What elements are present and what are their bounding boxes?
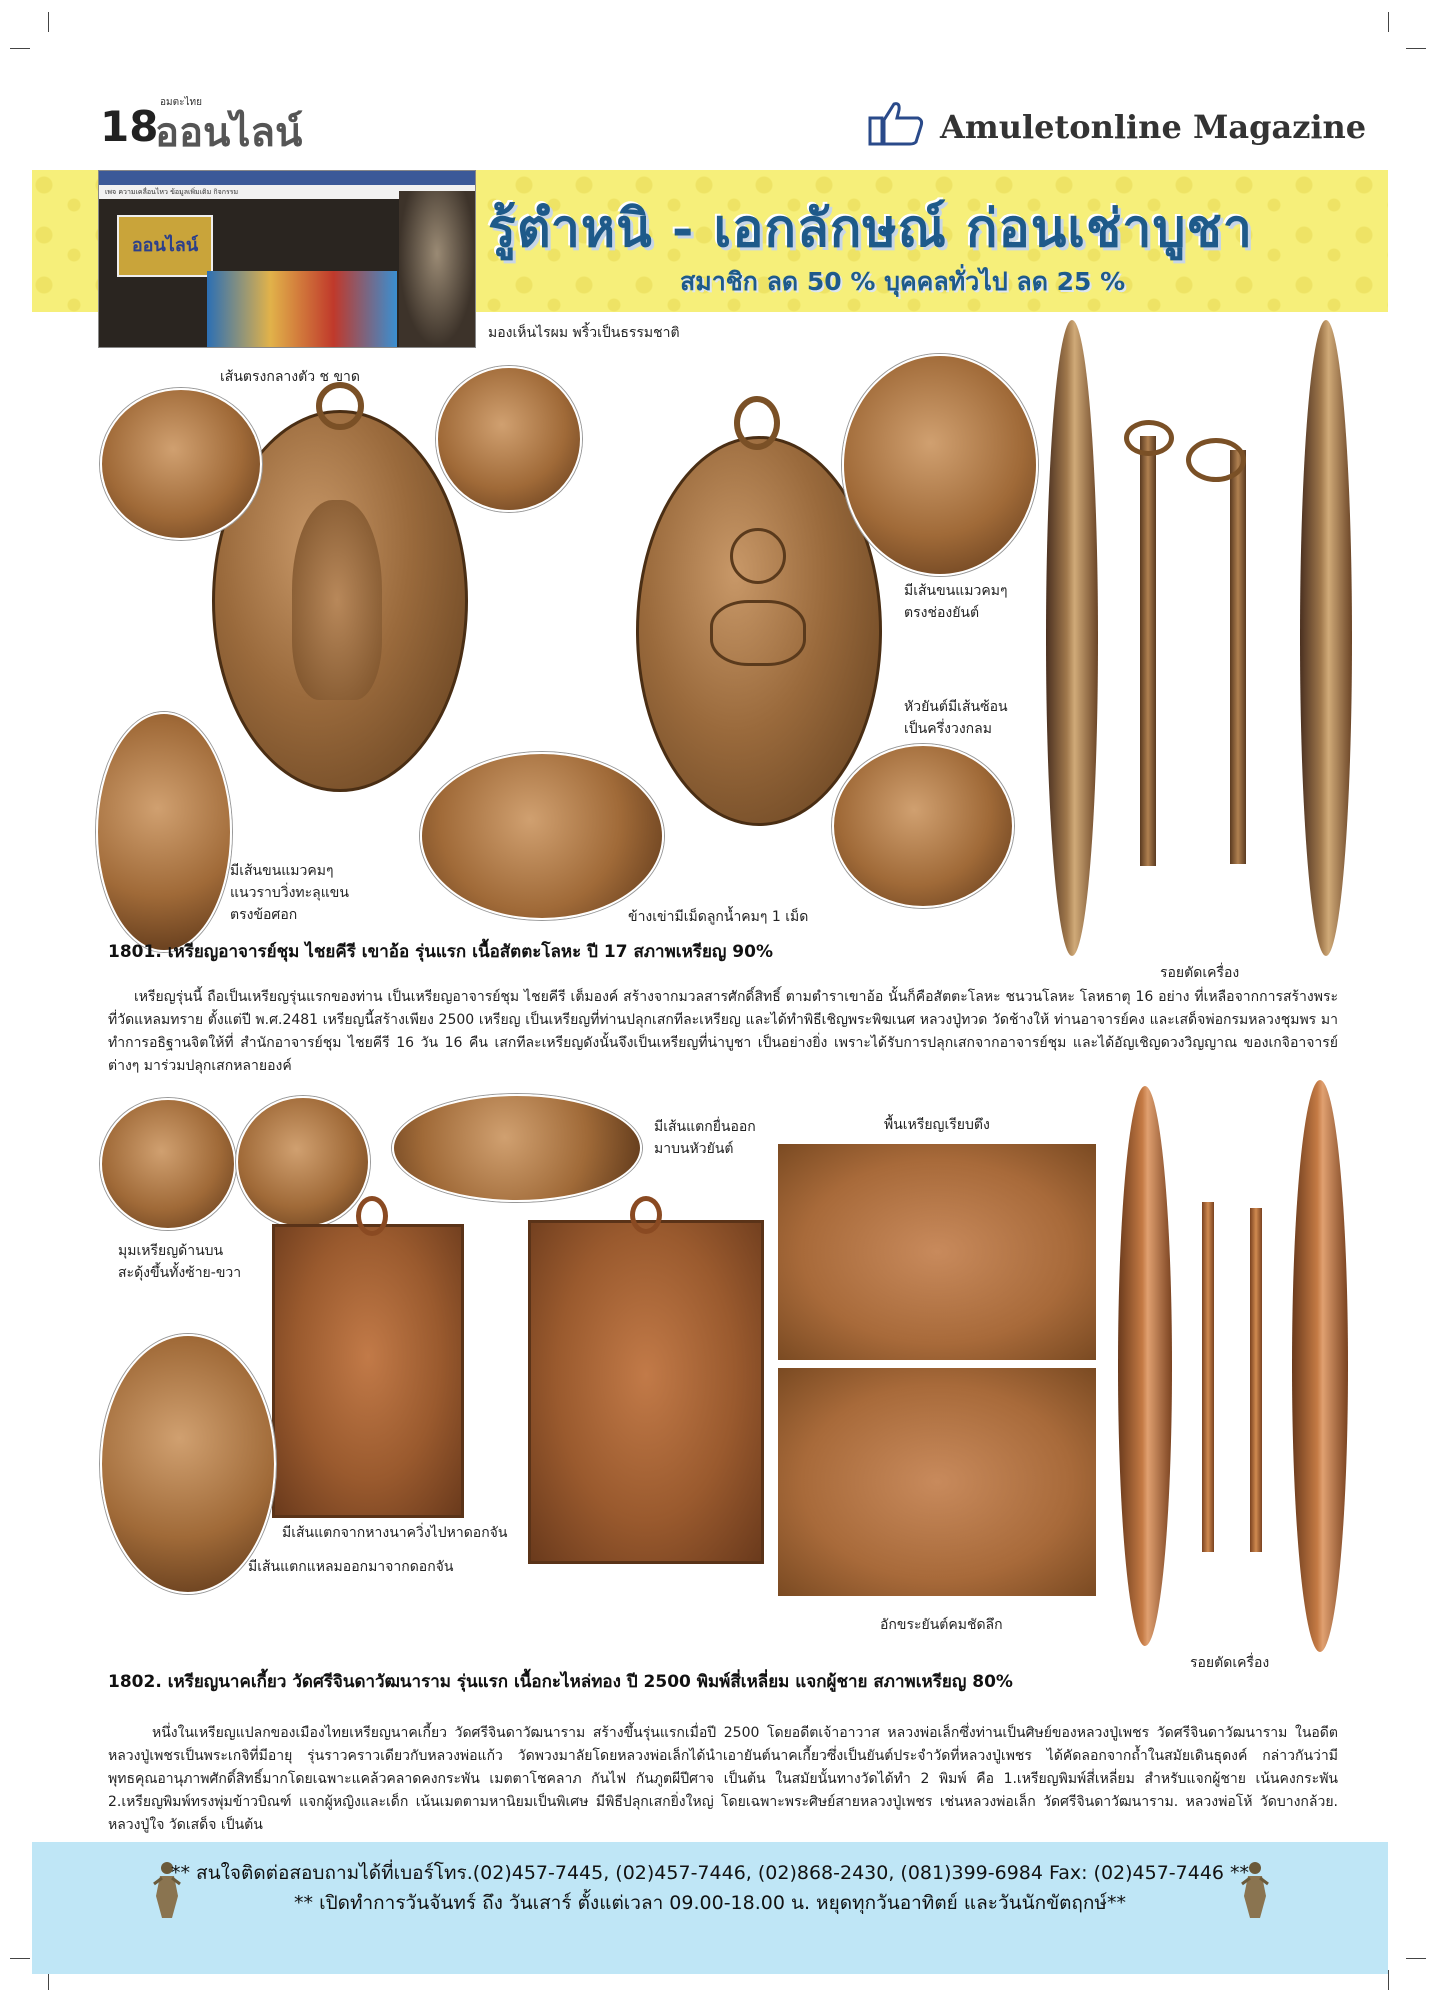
plate-edge-2 bbox=[1250, 1208, 1262, 1552]
closeup-upper bbox=[778, 1144, 1096, 1360]
facebook-screenshot bbox=[98, 170, 476, 348]
footer-hours-line: ** เปิดทำการวันจันทร์ ถึง วันเสาร์ ตั้งแต่เวลา 09.00-18.00 น. หยุดทุกวันอาทิตย์ และวันนักขัตฤกษ์** bbox=[294, 1892, 1126, 1914]
crop-mark bbox=[1406, 1958, 1426, 1959]
note-edge-1802: รอยตัดเครื่อง bbox=[1190, 1655, 1270, 1671]
footer-contact bbox=[32, 1842, 1388, 1974]
zoom-corner-left bbox=[100, 1098, 236, 1230]
fb-poster-image bbox=[207, 271, 397, 347]
fb-page-logo: ออนไลน์ bbox=[117, 215, 213, 277]
crop-mark bbox=[48, 12, 49, 32]
note-sharp-yant: อักขระยันต์คมชัดลึก bbox=[880, 1617, 1003, 1633]
item-1801-title: 1801. เหรียญอาจารย์ชุม ไชยคีรี เขาอ้อ รุ่นแรก เนื้อสัตตะโลหะ ปี 17 สภาพเหรียญ 90% bbox=[108, 942, 773, 962]
note-yant-head: หัวยันต์มีเส้นซ้อน เป็นครึ่งวงกลม bbox=[904, 699, 1008, 737]
note-smooth-surface: พื้นเหรียญเรียบตึง bbox=[884, 1117, 990, 1133]
zoom-knee bbox=[420, 752, 664, 920]
plate-edge-1 bbox=[1202, 1202, 1214, 1552]
zoom-naga bbox=[100, 1334, 276, 1594]
crop-mark bbox=[10, 1958, 30, 1959]
note-cat-hair: มีเส้นขนแมวคมๆ ตรงช่องยันต์ bbox=[904, 583, 1008, 621]
coin-edge-1 bbox=[1140, 436, 1156, 866]
coin-front-figure bbox=[292, 500, 382, 700]
note-crack-tail: มีเส้นแตกจากหางนาควิ่งไปหาดอกจัน bbox=[282, 1525, 508, 1541]
facebook-bar bbox=[99, 171, 475, 185]
thumbs-up-icon bbox=[868, 100, 924, 146]
page-number: 18 bbox=[100, 102, 159, 151]
crop-mark bbox=[1388, 1970, 1389, 1990]
magazine-title: Amuletonline Magazine bbox=[940, 108, 1367, 146]
edge-zoom-left-2 bbox=[1118, 1086, 1172, 1646]
plate-back bbox=[528, 1220, 764, 1564]
zoom-corner-right bbox=[236, 1096, 370, 1228]
brand-logo-thai: ออนไลน์ bbox=[155, 109, 303, 156]
buddha-image bbox=[399, 191, 475, 347]
zoom-yant-head bbox=[832, 744, 1014, 908]
coin-front-ring bbox=[316, 382, 364, 430]
banner-subtitle: สมาชิก ลด 50 % บุคคลทั่วไป ลด 25 % bbox=[680, 267, 1126, 296]
yant-shape bbox=[710, 600, 806, 666]
zoom-elbow bbox=[96, 712, 232, 952]
crop-mark bbox=[1406, 48, 1426, 49]
item-1802-paragraph: หนึ่งในเหรียญแปลกของเมืองไทยเหรียญนาคเกี้ยว วัดศรีจินดาวัฒนาราม สร้างขึ้นรุ่นแรกเมื่อปี 2500 โดยอดีตเจ้าอาวาส หลวงพ่อเล็กซึ่งท่านเป็นศิษย์ของหลวงปู่เพชร วัดศรีจินดาวัฒนาราม ในอดีตหลวงปู่เพชรเป็นพระเกจิที่มีอายุ รุ่นราวคราวเดียวกับหลวงพ่อแก้ว วัดพวงมาลัยโดยหลวงพ่อเล็กได้นำเอายันต์นาคเกี้ยวซึ่งเป็นยันต์ประจำวัดที่หลวงปู่เพชร ได้คัดลอกจากถ้ำในสมัยเดินธุดงค์ กล่าวกันว่ามีพุทธคุณอานุภาพศักดิ์สิทธิ์มากโดยเฉพาะแคล้วคลาดคงกระพัน เมตตาโชคลาภ กันไฟ กันภูตผีปีศาจ เป็นต้น ในสมัยนั้นทางวัดได้ทำ 2 พิมพ์ คือ 1.เหรียญพิมพ์สี่เหลี่ยม สำหรับแจกผู้ชาย เน้นคงกระพัน 2.เหรียญพิมพ์ทรงพุ่มข้าวบิณฑ์ แจกผู้หญิงและเด็ก เน้นเมตตามหานิยมเป็นพิเศษ มีพิธีปลุกเสกยิ่งใหญ่ โดยเฉพาะพระศิษย์สายหลวงปู่เพชร เช่นหลวงพ่อเล็ก วัดศรีจินดาวัฒนาราม. หลวงพ่อโห้ วัดบางกล้วย. หลวงปู่ใจ วัดเสด็จ เป็นต้น bbox=[108, 1725, 1338, 1833]
edge-zoom-right bbox=[1300, 320, 1352, 956]
edge-ring-1 bbox=[1124, 420, 1174, 456]
coin-edge-2 bbox=[1230, 450, 1246, 864]
plate-front bbox=[272, 1224, 464, 1518]
plate-back-ring bbox=[630, 1196, 662, 1234]
note-knee: ข้างเข่ามีเม็ดลูกน้ำคมๆ 1 เม็ด bbox=[628, 909, 809, 925]
edge-zoom-left bbox=[1046, 320, 1098, 956]
note-center-line: เส้นตรงกลางตัว ช ขาด bbox=[220, 369, 360, 385]
yant-circle bbox=[730, 528, 786, 584]
coin-back-ring bbox=[734, 396, 780, 450]
edge-zoom-right-2 bbox=[1292, 1080, 1348, 1652]
zoom-face bbox=[436, 366, 582, 512]
banner-title: รู้ตำหนิ - เอกลักษณ์ ก่อนเช่าบูชา bbox=[488, 198, 1253, 259]
note-face-hair: มองเห็นไรผม พริ้วเป็นธรรมชาติ bbox=[488, 325, 680, 341]
crop-mark bbox=[10, 48, 30, 49]
note-crack-flower: มีเส้นแตกแหลมออกมาจากดอกจัน bbox=[248, 1559, 454, 1575]
brand-small-text: อมตะไทย bbox=[160, 97, 202, 108]
crop-mark bbox=[1388, 12, 1389, 32]
facebook-menu: เพจ ความเคลื่อนไหว ข้อมูลเพิ่มเติม กิจกรรม bbox=[99, 185, 475, 199]
zoom-cat-hair bbox=[842, 354, 1038, 576]
edge-ring-2 bbox=[1186, 438, 1246, 482]
item-1801-paragraph: เหรียญรุ่นนี้ ถือเป็นเหรียญรุ่นแรกของท่าน เป็นเหรียญอาจารย์ชุม ไชยคีรี เต็มองค์ สร้างจากมวลสารศักดิ์สิทธิ์ ตามตำราเขาอ้อ นั้นก็คือสัตตะโลหะ ชนวนโลหะ โลหธาตุ 16 อย่าง ที่เหลือจากการสร้างพระที่วัดแหลมทราย ตั้งแต่ปี พ.ศ.2481 เหรียญนี้สร้างเพียง 2500 เหรียญ เป็นเหรียญที่ท่านปลุกเสกทีละเหรียญ และได้ทำพิธีเชิญพระพิฆเนศ หลวงปู่ทวด วัดช้างให้ ท่านอาจารย์คง และเสด็จพ่อกรมหลวงชุมพร มาทำการอธิฐานจิตให้ที่ สำนักอาจารย์ชุม ไชยคีรี 16 วัน 16 คืน เสกทีละเหรียญดังนั้นจึงเป็นเหรียญที่น่าบูชา เป็นอย่างยิ่ง เพราะได้รับการปลุกเสกจากอาจารย์ชุม และได้อัญเชิญดวงวิญญาณ ของเกจิอาจารย์ต่างๆ มาร่วมปลุกเสกหลายองค์ bbox=[108, 989, 1338, 1074]
note-elbow: มีเส้นขนแมวคมๆ แนวราบวิ่งทะลุแขน ตรงข้อศอก bbox=[230, 863, 349, 923]
footer-phone-line: ** สนใจติดต่อสอบถามได้ที่เบอร์โทร.(02)457-7445, (02)457-7446, (02)868-2430, (081)399-6984 Fax: (02)457-7446 ** bbox=[170, 1862, 1250, 1884]
plate-front-ring bbox=[356, 1196, 388, 1236]
zoom-letter bbox=[100, 388, 262, 540]
closeup-lower bbox=[778, 1368, 1096, 1596]
item-1802-title: 1802. เหรียญนาคเกี้ยว วัดศรีจินดาวัฒนาราม รุ่นแรก เนื้อกะไหล่ทอง ปี 2500 พิมพ์สี่เหลี่ยม แจกผู้ชาย สภาพเหรียญ 80% bbox=[108, 1672, 1013, 1692]
note-corner: มุมเหรียญด้านบน สะดุ้งขึ้นทั้งซ้าย-ขวา bbox=[118, 1243, 242, 1281]
note-edge-1801: รอยตัดเครื่อง bbox=[1160, 965, 1240, 981]
note-crack-top: มีเส้นแตกยื่นออก มาบนหัวยันต์ bbox=[654, 1119, 756, 1157]
zoom-yant-top bbox=[392, 1094, 642, 1202]
